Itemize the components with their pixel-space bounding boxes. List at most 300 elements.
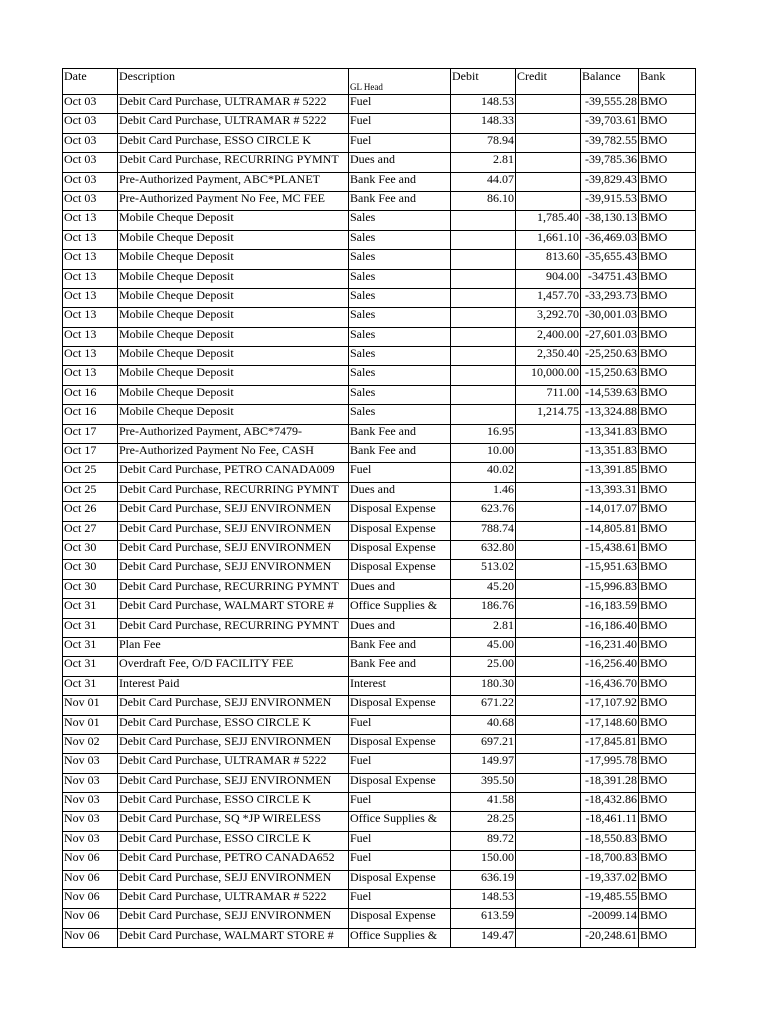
cell-gl-head: Sales	[349, 211, 451, 230]
cell-balance: -16,256.40	[581, 657, 639, 676]
cell-debit	[451, 366, 516, 385]
cell-description: Debit Card Purchase, ESSO CIRCLE K	[118, 793, 349, 812]
cell-credit	[516, 851, 581, 870]
cell-date: Oct 13	[63, 288, 118, 307]
cell-debit: 186.76	[451, 599, 516, 618]
cell-credit	[516, 521, 581, 540]
cell-bank: BMO	[639, 579, 696, 598]
cell-bank: BMO	[639, 114, 696, 133]
cell-debit: 632.80	[451, 540, 516, 559]
header-row	[63, 69, 696, 95]
cell-balance: -39,782.55	[581, 133, 639, 152]
cell-description: Debit Card Purchase, SEJJ ENVIRONMEN	[118, 909, 349, 928]
cell-description: Plan Fee	[118, 637, 349, 656]
cell-gl-head: Sales	[349, 269, 451, 288]
cell-debit: 613.59	[451, 909, 516, 928]
cell-gl-head: Sales	[349, 308, 451, 327]
cell-debit: 28.25	[451, 812, 516, 831]
cell-bank: BMO	[639, 521, 696, 540]
cell-description: Overdraft Fee, O/D FACILITY FEE	[118, 657, 349, 676]
cell-bank: BMO	[639, 347, 696, 366]
cell-bank: BMO	[639, 133, 696, 152]
header-gl-head: GL Head	[349, 69, 451, 95]
cell-description: Debit Card Purchase, ESSO CIRCLE K	[118, 715, 349, 734]
cell-date: Oct 13	[63, 230, 118, 249]
cell-date: Oct 13	[63, 327, 118, 346]
cell-bank: BMO	[639, 482, 696, 501]
cell-bank: BMO	[639, 754, 696, 773]
table-row	[63, 734, 696, 753]
cell-bank: BMO	[639, 599, 696, 618]
cell-bank: BMO	[639, 269, 696, 288]
table-row	[63, 95, 696, 114]
cell-debit: 149.47	[451, 928, 516, 947]
cell-credit	[516, 153, 581, 172]
cell-credit: 711.00	[516, 385, 581, 404]
cell-gl-head: Sales	[349, 230, 451, 249]
cell-gl-head: Sales	[349, 405, 451, 424]
cell-credit	[516, 172, 581, 191]
cell-date: Nov 06	[63, 870, 118, 889]
cell-credit	[516, 831, 581, 850]
cell-balance: -25,250.63	[581, 347, 639, 366]
cell-balance: -13,393.31	[581, 482, 639, 501]
table-row	[63, 521, 696, 540]
header-debit: Debit	[451, 69, 516, 95]
cell-gl-head: Bank Fee and	[349, 444, 451, 463]
cell-bank: BMO	[639, 812, 696, 831]
cell-date: Oct 13	[63, 308, 118, 327]
cell-debit: 513.02	[451, 560, 516, 579]
cell-description: Mobile Cheque Deposit	[118, 250, 349, 269]
table-row	[63, 463, 696, 482]
cell-bank: BMO	[639, 366, 696, 385]
cell-bank: BMO	[639, 385, 696, 404]
cell-description: Mobile Cheque Deposit	[118, 269, 349, 288]
cell-credit	[516, 424, 581, 443]
cell-debit: 148.53	[451, 95, 516, 114]
cell-debit	[451, 230, 516, 249]
cell-description: Debit Card Purchase, RECURRING PYMNT	[118, 153, 349, 172]
table-row	[63, 928, 696, 947]
header-date: Date	[63, 69, 118, 95]
cell-credit	[516, 928, 581, 947]
cell-description: Debit Card Purchase, WALMART STORE #	[118, 599, 349, 618]
cell-bank: BMO	[639, 715, 696, 734]
table-row	[63, 657, 696, 676]
cell-description: Debit Card Purchase, ULTRAMAR # 5222	[118, 95, 349, 114]
cell-date: Nov 03	[63, 754, 118, 773]
cell-bank: BMO	[639, 560, 696, 579]
cell-description: Debit Card Purchase, SEJJ ENVIRONMEN	[118, 540, 349, 559]
cell-balance: -16,183.59	[581, 599, 639, 618]
cell-debit: 149.97	[451, 754, 516, 773]
cell-description: Debit Card Purchase, SEJJ ENVIRONMEN	[118, 696, 349, 715]
cell-debit: 1.46	[451, 482, 516, 501]
cell-description: Mobile Cheque Deposit	[118, 385, 349, 404]
table-row	[63, 153, 696, 172]
cell-balance: -15,438.61	[581, 540, 639, 559]
cell-date: Oct 31	[63, 676, 118, 695]
cell-bank: BMO	[639, 870, 696, 889]
table-row	[63, 851, 696, 870]
table-body	[63, 95, 696, 948]
table-row	[63, 269, 696, 288]
cell-description: Debit Card Purchase, PETRO CANADA009	[118, 463, 349, 482]
cell-bank: BMO	[639, 95, 696, 114]
table-row	[63, 288, 696, 307]
cell-description: Mobile Cheque Deposit	[118, 288, 349, 307]
cell-credit: 1,457.70	[516, 288, 581, 307]
cell-date: Oct 13	[63, 269, 118, 288]
cell-bank: BMO	[639, 327, 696, 346]
cell-description: Debit Card Purchase, SEJJ ENVIRONMEN	[118, 734, 349, 753]
cell-debit: 148.53	[451, 890, 516, 909]
cell-date: Oct 27	[63, 521, 118, 540]
cell-description: Mobile Cheque Deposit	[118, 308, 349, 327]
cell-credit	[516, 676, 581, 695]
cell-description: Debit Card Purchase, PETRO CANADA652	[118, 851, 349, 870]
table-row	[63, 793, 696, 812]
cell-gl-head: Fuel	[349, 133, 451, 152]
cell-date: Oct 17	[63, 424, 118, 443]
cell-bank: BMO	[639, 928, 696, 947]
cell-balance: -18,391.28	[581, 773, 639, 792]
cell-debit: 2.81	[451, 153, 516, 172]
cell-debit: 788.74	[451, 521, 516, 540]
table-row	[63, 579, 696, 598]
cell-description: Debit Card Purchase, ULTRAMAR # 5222	[118, 114, 349, 133]
cell-description: Mobile Cheque Deposit	[118, 230, 349, 249]
cell-bank: BMO	[639, 405, 696, 424]
cell-credit	[516, 754, 581, 773]
cell-date: Oct 03	[63, 95, 118, 114]
cell-credit	[516, 773, 581, 792]
cell-debit: 671.22	[451, 696, 516, 715]
cell-description: Debit Card Purchase, ULTRAMAR # 5222	[118, 754, 349, 773]
table-row	[63, 347, 696, 366]
table-row	[63, 560, 696, 579]
cell-date: Nov 02	[63, 734, 118, 753]
cell-date: Nov 03	[63, 773, 118, 792]
cell-debit	[451, 269, 516, 288]
cell-balance: -39,703.61	[581, 114, 639, 133]
cell-balance: -34751.43	[581, 269, 639, 288]
table-row	[63, 773, 696, 792]
cell-credit	[516, 463, 581, 482]
cell-balance: -39,829.43	[581, 172, 639, 191]
cell-gl-head: Disposal Expense	[349, 773, 451, 792]
cell-debit: 697.21	[451, 734, 516, 753]
cell-credit	[516, 909, 581, 928]
cell-gl-head: Sales	[349, 250, 451, 269]
cell-balance: -13,324.88	[581, 405, 639, 424]
cell-debit	[451, 308, 516, 327]
cell-credit: 3,292.70	[516, 308, 581, 327]
cell-debit: 148.33	[451, 114, 516, 133]
cell-bank: BMO	[639, 657, 696, 676]
cell-credit: 1,661.10	[516, 230, 581, 249]
cell-balance: -14,539.63	[581, 385, 639, 404]
cell-balance: -27,601.03	[581, 327, 639, 346]
cell-bank: BMO	[639, 734, 696, 753]
cell-credit	[516, 560, 581, 579]
cell-description: Debit Card Purchase, RECURRING PYMNT	[118, 618, 349, 637]
cell-credit	[516, 444, 581, 463]
table-row	[63, 754, 696, 773]
cell-description: Debit Card Purchase, SEJJ ENVIRONMEN	[118, 521, 349, 540]
cell-balance: -13,341.83	[581, 424, 639, 443]
cell-date: Oct 31	[63, 599, 118, 618]
cell-credit: 1,785.40	[516, 211, 581, 230]
table-row	[63, 385, 696, 404]
cell-description: Pre-Authorized Payment, ABC*7479-	[118, 424, 349, 443]
cell-bank: BMO	[639, 211, 696, 230]
cell-gl-head: Fuel	[349, 715, 451, 734]
cell-balance: -39,555.28	[581, 95, 639, 114]
cell-bank: BMO	[639, 773, 696, 792]
table-row	[63, 540, 696, 559]
cell-balance: -13,391.85	[581, 463, 639, 482]
cell-debit: 86.10	[451, 191, 516, 210]
cell-balance: -20,248.61	[581, 928, 639, 947]
cell-date: Oct 16	[63, 385, 118, 404]
cell-description: Mobile Cheque Deposit	[118, 211, 349, 230]
cell-description: Debit Card Purchase, RECURRING PYMNT	[118, 482, 349, 501]
cell-date: Oct 03	[63, 172, 118, 191]
cell-debit: 150.00	[451, 851, 516, 870]
cell-description: Debit Card Purchase, ESSO CIRCLE K	[118, 133, 349, 152]
table-row	[63, 230, 696, 249]
cell-credit	[516, 540, 581, 559]
cell-credit	[516, 191, 581, 210]
cell-date: Oct 30	[63, 540, 118, 559]
cell-credit	[516, 618, 581, 637]
cell-gl-head: Dues and	[349, 579, 451, 598]
cell-date: Nov 03	[63, 812, 118, 831]
cell-debit: 44.07	[451, 172, 516, 191]
cell-bank: BMO	[639, 696, 696, 715]
cell-description: Pre-Authorized Payment No Fee, CASH	[118, 444, 349, 463]
cell-gl-head: Disposal Expense	[349, 909, 451, 928]
cell-balance: -16,436.70	[581, 676, 639, 695]
table-row	[63, 327, 696, 346]
cell-description: Debit Card Purchase, SEJJ ENVIRONMEN	[118, 870, 349, 889]
cell-date: Oct 26	[63, 502, 118, 521]
cell-gl-head: Fuel	[349, 793, 451, 812]
cell-gl-head: Disposal Expense	[349, 521, 451, 540]
cell-debit	[451, 250, 516, 269]
header-credit: Credit	[516, 69, 581, 95]
cell-credit	[516, 599, 581, 618]
cell-balance: -39,915.53	[581, 191, 639, 210]
header-bank: Bank	[639, 69, 696, 95]
cell-gl-head: Office Supplies &	[349, 599, 451, 618]
cell-bank: BMO	[639, 153, 696, 172]
cell-description: Debit Card Purchase, RECURRING PYMNT	[118, 579, 349, 598]
cell-bank: BMO	[639, 851, 696, 870]
table-row	[63, 812, 696, 831]
cell-gl-head: Dues and	[349, 153, 451, 172]
cell-balance: -14,017.07	[581, 502, 639, 521]
cell-credit	[516, 133, 581, 152]
cell-credit: 2,400.00	[516, 327, 581, 346]
cell-credit	[516, 657, 581, 676]
cell-balance: -15,996.83	[581, 579, 639, 598]
cell-balance: -35,655.43	[581, 250, 639, 269]
table-row	[63, 366, 696, 385]
cell-debit	[451, 288, 516, 307]
table-row	[63, 909, 696, 928]
cell-debit: 636.19	[451, 870, 516, 889]
cell-description: Debit Card Purchase, SEJJ ENVIRONMEN	[118, 560, 349, 579]
cell-date: Oct 31	[63, 657, 118, 676]
cell-gl-head: Disposal Expense	[349, 696, 451, 715]
cell-date: Oct 03	[63, 133, 118, 152]
cell-debit	[451, 211, 516, 230]
table-row	[63, 482, 696, 501]
cell-balance: -20099.14	[581, 909, 639, 928]
cell-credit	[516, 734, 581, 753]
transactions-table	[62, 68, 696, 948]
cell-credit	[516, 715, 581, 734]
cell-debit: 2.81	[451, 618, 516, 637]
table-row	[63, 502, 696, 521]
table-row	[63, 424, 696, 443]
cell-description: Mobile Cheque Deposit	[118, 366, 349, 385]
cell-debit	[451, 327, 516, 346]
cell-date: Oct 13	[63, 250, 118, 269]
cell-gl-head: Fuel	[349, 890, 451, 909]
cell-credit	[516, 114, 581, 133]
cell-date: Oct 30	[63, 579, 118, 598]
cell-gl-head: Disposal Expense	[349, 540, 451, 559]
cell-gl-head: Bank Fee and	[349, 657, 451, 676]
cell-credit	[516, 890, 581, 909]
header-description: Description	[118, 69, 349, 95]
cell-gl-head: Disposal Expense	[349, 502, 451, 521]
table-row	[63, 405, 696, 424]
cell-gl-head: Sales	[349, 385, 451, 404]
cell-bank: BMO	[639, 444, 696, 463]
cell-date: Nov 06	[63, 928, 118, 947]
cell-gl-head: Dues and	[349, 482, 451, 501]
cell-description: Mobile Cheque Deposit	[118, 405, 349, 424]
table-row	[63, 618, 696, 637]
table-row	[63, 172, 696, 191]
cell-gl-head: Bank Fee and	[349, 191, 451, 210]
cell-description: Mobile Cheque Deposit	[118, 327, 349, 346]
cell-credit	[516, 870, 581, 889]
header-balance: Balance	[581, 69, 639, 95]
cell-gl-head: Sales	[349, 288, 451, 307]
table-row	[63, 637, 696, 656]
cell-gl-head: Bank Fee and	[349, 172, 451, 191]
table-row	[63, 676, 696, 695]
cell-bank: BMO	[639, 909, 696, 928]
table-row	[63, 444, 696, 463]
cell-debit	[451, 385, 516, 404]
cell-balance: -14,805.81	[581, 521, 639, 540]
cell-bank: BMO	[639, 250, 696, 269]
cell-gl-head: Sales	[349, 347, 451, 366]
cell-bank: BMO	[639, 637, 696, 656]
cell-gl-head: Fuel	[349, 95, 451, 114]
cell-bank: BMO	[639, 172, 696, 191]
cell-date: Nov 03	[63, 793, 118, 812]
table-row	[63, 696, 696, 715]
cell-description: Debit Card Purchase, SQ *JP WIRELESS	[118, 812, 349, 831]
cell-debit: 41.58	[451, 793, 516, 812]
cell-balance: -16,231.40	[581, 637, 639, 656]
cell-date: Nov 06	[63, 909, 118, 928]
cell-date: Oct 16	[63, 405, 118, 424]
table-row	[63, 250, 696, 269]
cell-bank: BMO	[639, 890, 696, 909]
cell-date: Oct 03	[63, 153, 118, 172]
cell-description: Debit Card Purchase, ULTRAMAR # 5222	[118, 890, 349, 909]
cell-date: Nov 06	[63, 851, 118, 870]
cell-balance: -19,337.02	[581, 870, 639, 889]
cell-balance: -18,550.83	[581, 831, 639, 850]
cell-credit: 904.00	[516, 269, 581, 288]
cell-credit: 1,214.75	[516, 405, 581, 424]
cell-gl-head: Fuel	[349, 754, 451, 773]
cell-balance: -15,951.63	[581, 560, 639, 579]
cell-debit: 623.76	[451, 502, 516, 521]
cell-debit: 45.20	[451, 579, 516, 598]
cell-bank: BMO	[639, 540, 696, 559]
cell-gl-head: Fuel	[349, 463, 451, 482]
table-row	[63, 308, 696, 327]
table-row	[63, 133, 696, 152]
cell-bank: BMO	[639, 230, 696, 249]
cell-description: Pre-Authorized Payment, ABC*PLANET	[118, 172, 349, 191]
cell-date: Nov 01	[63, 715, 118, 734]
cell-debit: 180.30	[451, 676, 516, 695]
cell-date: Oct 30	[63, 560, 118, 579]
cell-balance: -13,351.83	[581, 444, 639, 463]
cell-balance: -17,148.60	[581, 715, 639, 734]
cell-debit: 40.68	[451, 715, 516, 734]
table-row	[63, 599, 696, 618]
cell-debit: 78.94	[451, 133, 516, 152]
table-row	[63, 114, 696, 133]
cell-debit: 16.95	[451, 424, 516, 443]
cell-date: Oct 31	[63, 618, 118, 637]
cell-date: Nov 01	[63, 696, 118, 715]
cell-balance: -19,485.55	[581, 890, 639, 909]
cell-gl-head: Disposal Expense	[349, 560, 451, 579]
cell-gl-head: Disposal Expense	[349, 870, 451, 889]
cell-description: Pre-Authorized Payment No Fee, MC FEE	[118, 191, 349, 210]
cell-balance: -33,293.73	[581, 288, 639, 307]
table-row	[63, 870, 696, 889]
cell-gl-head: Bank Fee and	[349, 424, 451, 443]
table-row	[63, 831, 696, 850]
cell-credit	[516, 812, 581, 831]
cell-bank: BMO	[639, 308, 696, 327]
cell-bank: BMO	[639, 793, 696, 812]
cell-balance: -18,432.86	[581, 793, 639, 812]
table-row	[63, 715, 696, 734]
cell-description: Debit Card Purchase, WALMART STORE #	[118, 928, 349, 947]
cell-bank: BMO	[639, 618, 696, 637]
cell-description: Mobile Cheque Deposit	[118, 347, 349, 366]
cell-date: Oct 25	[63, 482, 118, 501]
cell-date: Nov 03	[63, 831, 118, 850]
cell-debit: 89.72	[451, 831, 516, 850]
